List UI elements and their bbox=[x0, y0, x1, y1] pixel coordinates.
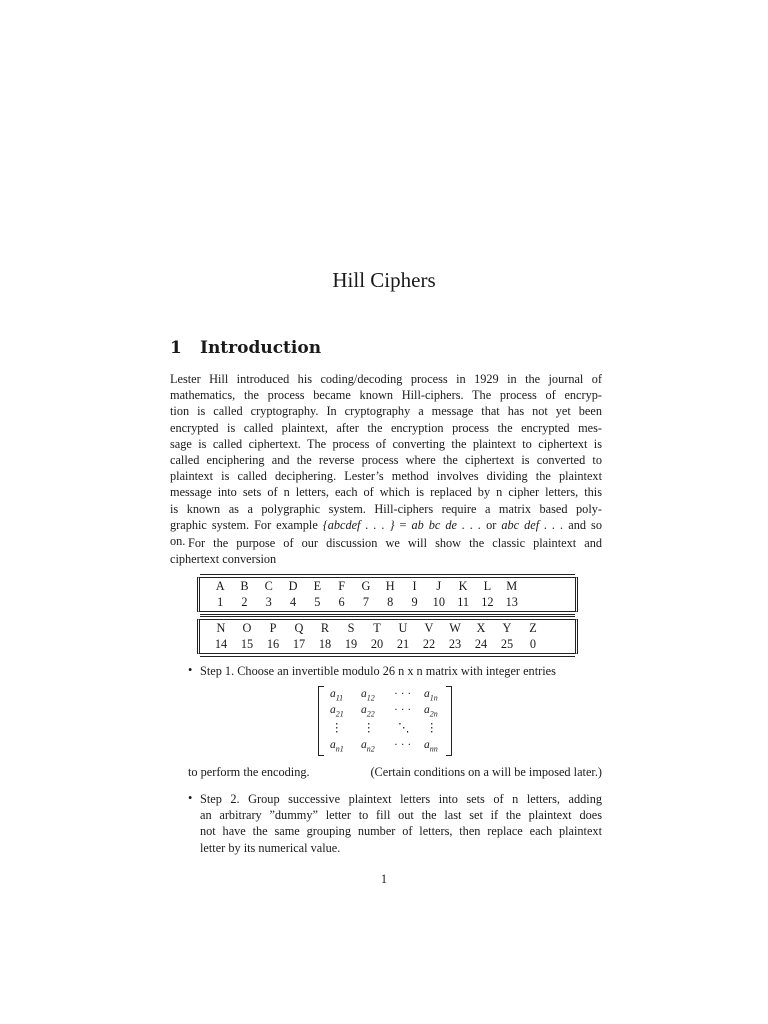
number-cell: 21 bbox=[396, 637, 410, 651]
number-cell: 12 bbox=[481, 595, 494, 609]
number-cell: 3 bbox=[265, 595, 272, 609]
number-cell: 9 bbox=[411, 595, 418, 609]
matrix-var: a bbox=[330, 739, 336, 751]
encoding-note-left: to perform the encoding. bbox=[188, 765, 310, 779]
matrix-var: a bbox=[424, 688, 430, 700]
matrix-var: a bbox=[330, 704, 336, 716]
letter-cell: H bbox=[385, 579, 395, 593]
letter-cell: I bbox=[412, 579, 417, 593]
number-cell: 2 bbox=[241, 595, 248, 609]
numbers-row bbox=[200, 594, 575, 610]
text-line: Lester Hill introduced his coding/decoding process in 1929 in the journal of bbox=[170, 372, 602, 386]
matrix-hdots: · · · bbox=[394, 688, 412, 700]
text-line: an arbitrary ”dummy” letter to fill out the last set if the plaintext does bbox=[200, 808, 602, 823]
number-cell: 17 bbox=[292, 637, 306, 651]
number-cell: 25 bbox=[500, 637, 514, 651]
purpose-paragraph bbox=[170, 535, 602, 567]
letter-cell: N bbox=[216, 621, 226, 635]
text-line: For the purpose of our discussion we will show the classic plaintext and bbox=[188, 536, 602, 550]
text-line: on. bbox=[170, 534, 186, 549]
number-cell: 8 bbox=[387, 595, 394, 609]
text-line: Step 2. Group successive plaintext letters into sets of n letters, adding bbox=[200, 792, 602, 806]
matrix-entry bbox=[330, 739, 344, 753]
example-or: or bbox=[481, 517, 502, 532]
matrix-entry bbox=[361, 704, 375, 718]
letter-cell: O bbox=[242, 621, 252, 635]
letter-cell: S bbox=[347, 621, 355, 635]
number-cell: 16 bbox=[266, 637, 280, 651]
matrix-sub: 21 bbox=[335, 709, 344, 719]
matrix-var: a bbox=[330, 688, 336, 700]
example-suffix: and so bbox=[563, 517, 602, 532]
letter-cell: G bbox=[361, 579, 371, 593]
text-line: mathematics, the process became known Hill-ciphers. The process of encryp- bbox=[170, 388, 602, 403]
matrix-entry bbox=[330, 688, 343, 702]
letter-cell: E bbox=[313, 579, 322, 593]
matrix-sub: n1 bbox=[335, 744, 344, 754]
matrix-sub: 12 bbox=[366, 693, 375, 703]
number-cell: 6 bbox=[338, 595, 345, 609]
letter-cell: W bbox=[449, 621, 461, 635]
text-line: called enciphering and the reverse process where the ciphertext is converted to bbox=[170, 453, 602, 468]
example-prefix: graphic system. For example bbox=[170, 517, 323, 532]
matrix-var: a bbox=[361, 739, 367, 751]
number-cell: 13 bbox=[505, 595, 518, 609]
example-equals: = bbox=[394, 517, 412, 532]
document-title: Hill Ciphers bbox=[332, 268, 436, 292]
number-cell: 23 bbox=[448, 637, 462, 651]
section-heading bbox=[170, 338, 321, 358]
alphabet-table-n-z bbox=[197, 619, 578, 654]
letter-cell: U bbox=[398, 621, 408, 635]
matrix-var: a bbox=[361, 704, 367, 716]
encoding-note bbox=[188, 765, 602, 780]
step1-text bbox=[200, 663, 602, 679]
letter-cell: M bbox=[506, 579, 518, 593]
text-line: Step 1. Choose an invertible modulo 26 n x n matrix with integer entries bbox=[200, 664, 556, 678]
number-cell: 5 bbox=[314, 595, 321, 609]
page-number: 1 bbox=[380, 872, 388, 886]
matrix-vdots: ⋮ bbox=[426, 722, 438, 734]
letters-row bbox=[200, 578, 575, 594]
letter-cell: Y bbox=[502, 621, 512, 635]
letter-cell: C bbox=[264, 579, 273, 593]
text-line: plaintext is called deciphering. Lester’s method involves dividing the plaintext bbox=[170, 469, 602, 484]
section-number: 1 bbox=[170, 338, 182, 358]
number-cell: 11 bbox=[457, 595, 470, 609]
letter-cell: T bbox=[373, 621, 381, 635]
letter-cell: R bbox=[320, 621, 330, 635]
text-line: message into sets of n letters, each of which is replaced by n cipher letters, this bbox=[170, 485, 602, 500]
number-cell: 14 bbox=[214, 637, 228, 651]
text-line: not have the same grouping number of letters, then replace each plaintext bbox=[200, 824, 602, 839]
matrix-sub: n2 bbox=[366, 744, 375, 754]
section-title: Introduction bbox=[200, 338, 322, 358]
matrix-sub: 1n bbox=[429, 693, 438, 703]
letter-cell: P bbox=[269, 621, 277, 635]
letter-cell: L bbox=[483, 579, 492, 593]
numbers-row bbox=[200, 636, 575, 652]
encoding-note-right: (Certain conditions on a will be imposed later.) bbox=[370, 765, 602, 779]
matrix-var: a bbox=[361, 688, 367, 700]
letter-cell: J bbox=[436, 579, 442, 593]
matrix-sub: 11 bbox=[335, 693, 344, 703]
matrix-entry bbox=[361, 739, 375, 753]
number-cell: 18 bbox=[318, 637, 332, 651]
matrix-ddots: ⋱ bbox=[398, 722, 410, 734]
number-cell: 22 bbox=[422, 637, 436, 651]
number-cell: 24 bbox=[474, 637, 488, 651]
matrix-hdots: · · · bbox=[394, 739, 412, 751]
text-line: is known as a polygraphic system. Hill-ciphers require a matrix based poly- bbox=[170, 501, 602, 516]
letter-cell: D bbox=[288, 579, 298, 593]
matrix-entry bbox=[424, 704, 438, 718]
text-line: letter by its numerical value. bbox=[200, 840, 341, 855]
matrix-entry bbox=[361, 688, 375, 702]
left-bracket bbox=[318, 686, 324, 756]
step2-text bbox=[200, 791, 602, 856]
number-cell: 15 bbox=[240, 637, 254, 651]
matrix-hdots: · · · bbox=[394, 704, 412, 716]
number-cell: 0 bbox=[529, 637, 537, 651]
text-line: tion is called cryptography. In cryptography a message that has not yet been bbox=[170, 404, 602, 419]
bullet-icon: • bbox=[188, 663, 193, 677]
letters-row bbox=[200, 620, 575, 636]
matrix-entry bbox=[424, 688, 438, 702]
matrix-var: a bbox=[424, 739, 430, 751]
matrix-vdots: ⋮ bbox=[363, 722, 375, 734]
letter-cell: B bbox=[240, 579, 249, 593]
matrix-entry bbox=[424, 739, 438, 753]
letter-cell: A bbox=[215, 579, 225, 593]
example-triples: abc def . . . bbox=[501, 517, 564, 532]
letter-cell: K bbox=[458, 579, 468, 593]
matrix-var: a bbox=[424, 704, 430, 716]
number-cell: 1 bbox=[217, 595, 224, 609]
intro-paragraph bbox=[170, 371, 602, 549]
matrix-sub: 2n bbox=[429, 709, 438, 719]
coefficient-matrix bbox=[318, 686, 452, 756]
letter-cell: Q bbox=[294, 621, 304, 635]
number-cell: 10 bbox=[432, 595, 445, 609]
text-line: sage is called ciphertext. The process of converting the plaintext to ciphertext is bbox=[170, 436, 602, 451]
bullet-icon: • bbox=[188, 791, 193, 805]
number-cell: 20 bbox=[370, 637, 384, 651]
example-line bbox=[170, 517, 602, 533]
text-line: encrypted is called plaintext, after the encryption process the encrypted mes- bbox=[170, 420, 602, 435]
text-line: ciphertext conversion bbox=[170, 552, 277, 567]
letter-cell: X bbox=[476, 621, 486, 635]
letter-cell: V bbox=[424, 621, 434, 635]
right-bracket bbox=[446, 686, 452, 756]
number-cell: 4 bbox=[289, 595, 297, 609]
matrix-sub: 22 bbox=[366, 709, 375, 719]
letter-cell: F bbox=[338, 579, 346, 593]
example-pairs: ab bc de . . . bbox=[411, 517, 482, 532]
matrix-vdots: ⋮ bbox=[331, 722, 343, 734]
letter-cell: Z bbox=[529, 621, 537, 635]
alphabet-table-a-m bbox=[197, 577, 578, 612]
number-cell: 7 bbox=[362, 595, 369, 609]
matrix-sub: nn bbox=[429, 744, 438, 754]
example-set: {abcdef . . . } bbox=[322, 517, 395, 532]
number-cell: 19 bbox=[344, 637, 358, 651]
matrix-entry bbox=[330, 704, 344, 718]
